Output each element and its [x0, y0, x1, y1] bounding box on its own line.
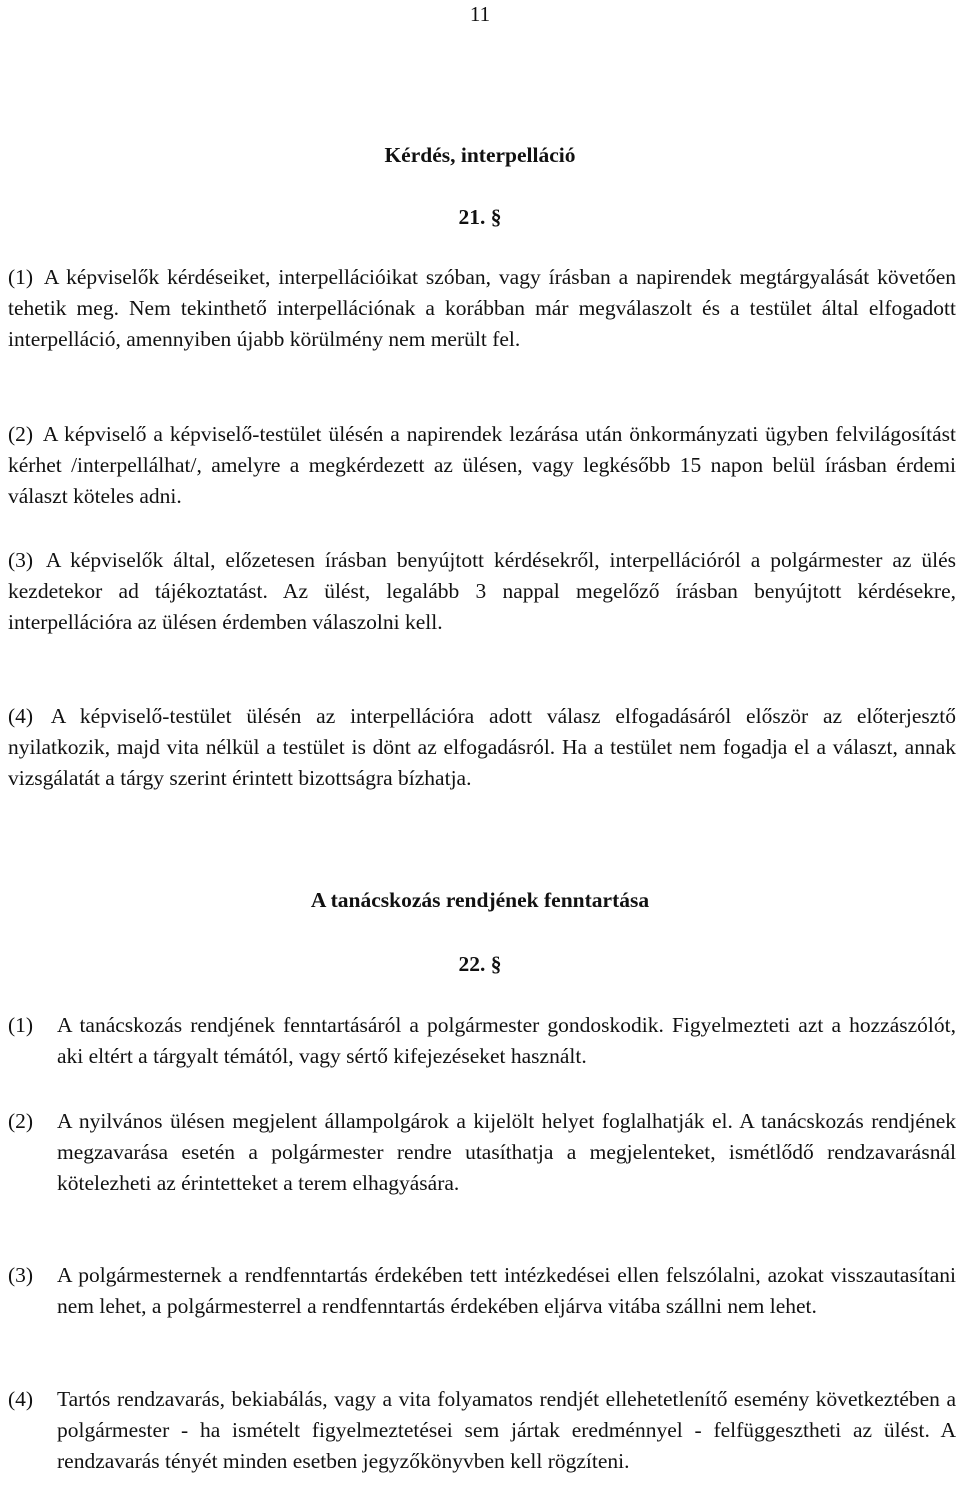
- paragraph: [8, 1260, 956, 1322]
- paragraph-number: (4): [8, 1387, 34, 1411]
- section-title: A tanácskozás rendjének fenntartása: [310, 888, 650, 912]
- paragraph-text: A képviselők kérdéseiket, interpellációikat szóban, vagy írásban a napirendek megtárgyalását követően tehetik meg. Nem tekinthető interpellációnak a korábban már megválaszolt és a testület által elfogadott interpelláció, amennyiben újabb körülmény nem merült fel.: [8, 265, 956, 351]
- paragraph-text: Tartós rendzavarás, bekiabálás, vagy a vita folyamatos rendjét ellehetetlenítő esemény következtében a polgármester - ha ismételt figyelmeztetései sem jártak eredménnyel - felfüggesztheti az ülést. A rendzavarás tényét minden esetben jegyzőkönyvben kell rögzíteni.: [57, 1387, 956, 1473]
- section-paragraph-sign: 21. §: [458, 205, 502, 229]
- paragraph: [8, 419, 956, 512]
- paragraph: [8, 545, 956, 638]
- page-number: 11: [469, 2, 491, 26]
- paragraph-number: (4): [8, 704, 34, 728]
- paragraph-number: (1): [8, 265, 34, 289]
- paragraph-number: (3): [8, 1263, 34, 1287]
- paragraph-text: A képviselő a képviselő-testület ülésén a napirendek lezárása után önkormányzati ügyben felvilágosítást kérhet /interpellálhat/, amelyre a megkérdezett az ülésen, vagy legkésőbb 15 napon belül írásban érdemi választ köteles adni.: [8, 422, 956, 508]
- paragraph-text: A polgármesternek a rendfenntartás érdekében tett intézkedései ellen felszólalni, azokat visszautasítani nem lehet, a polgármesterrel a rendfenntartás érdekében eljárva vitába szállni nem lehet.: [57, 1263, 956, 1318]
- paragraph-number: (1): [8, 1013, 34, 1037]
- paragraph-text: A képviselők által, előzetesen írásban benyújtott kérdésekről, interpellációról a polgármester az ülés kezdetekor ad tájékoztatást. Az ülést, legalább 3 nappal megelőző írásban benyújtott kérdésekre, interpellációra az ülésen érdemben válaszolni kell.: [8, 548, 956, 634]
- paragraph: [8, 701, 956, 794]
- paragraph: [8, 1010, 956, 1072]
- paragraph-text: A nyilvános ülésen megjelent állampolgárok a kijelölt helyet foglalhatják el. A tanácskozás rendjének megzavarása esetén a polgármester rendre utasíthatja a megjelenteket, ismétlődő rendzavarásnál kötelezheti az érintetteket a terem elhagyására.: [57, 1109, 956, 1195]
- section-paragraph-sign: 22. §: [458, 952, 502, 976]
- paragraph-number: (2): [8, 1109, 34, 1133]
- paragraph: [8, 1106, 956, 1199]
- section-title: Kérdés, interpelláció: [384, 143, 576, 167]
- paragraph: [8, 262, 956, 355]
- paragraph-text: A képviselő-testület ülésén az interpellációra adott válasz elfogadásáról először az előterjesztő nyilatkozik, majd vita nélkül a testület is dönt az elfogadásról. Ha a testület nem fogadja el a választ, annak vizsgálatát a tárgy szerint érintett bizottságra bízhatja.: [8, 704, 956, 790]
- paragraph-number: (2): [8, 422, 34, 446]
- paragraph-number: (3): [8, 548, 34, 572]
- paragraph: [8, 1384, 956, 1477]
- paragraph-text: A tanácskozás rendjének fenntartásáról a polgármester gondoskodik. Figyelmezteti azt a hozzászólót, aki eltért a tárgyalt témától, vagy sértő kifejezéseket használt.: [57, 1013, 956, 1068]
